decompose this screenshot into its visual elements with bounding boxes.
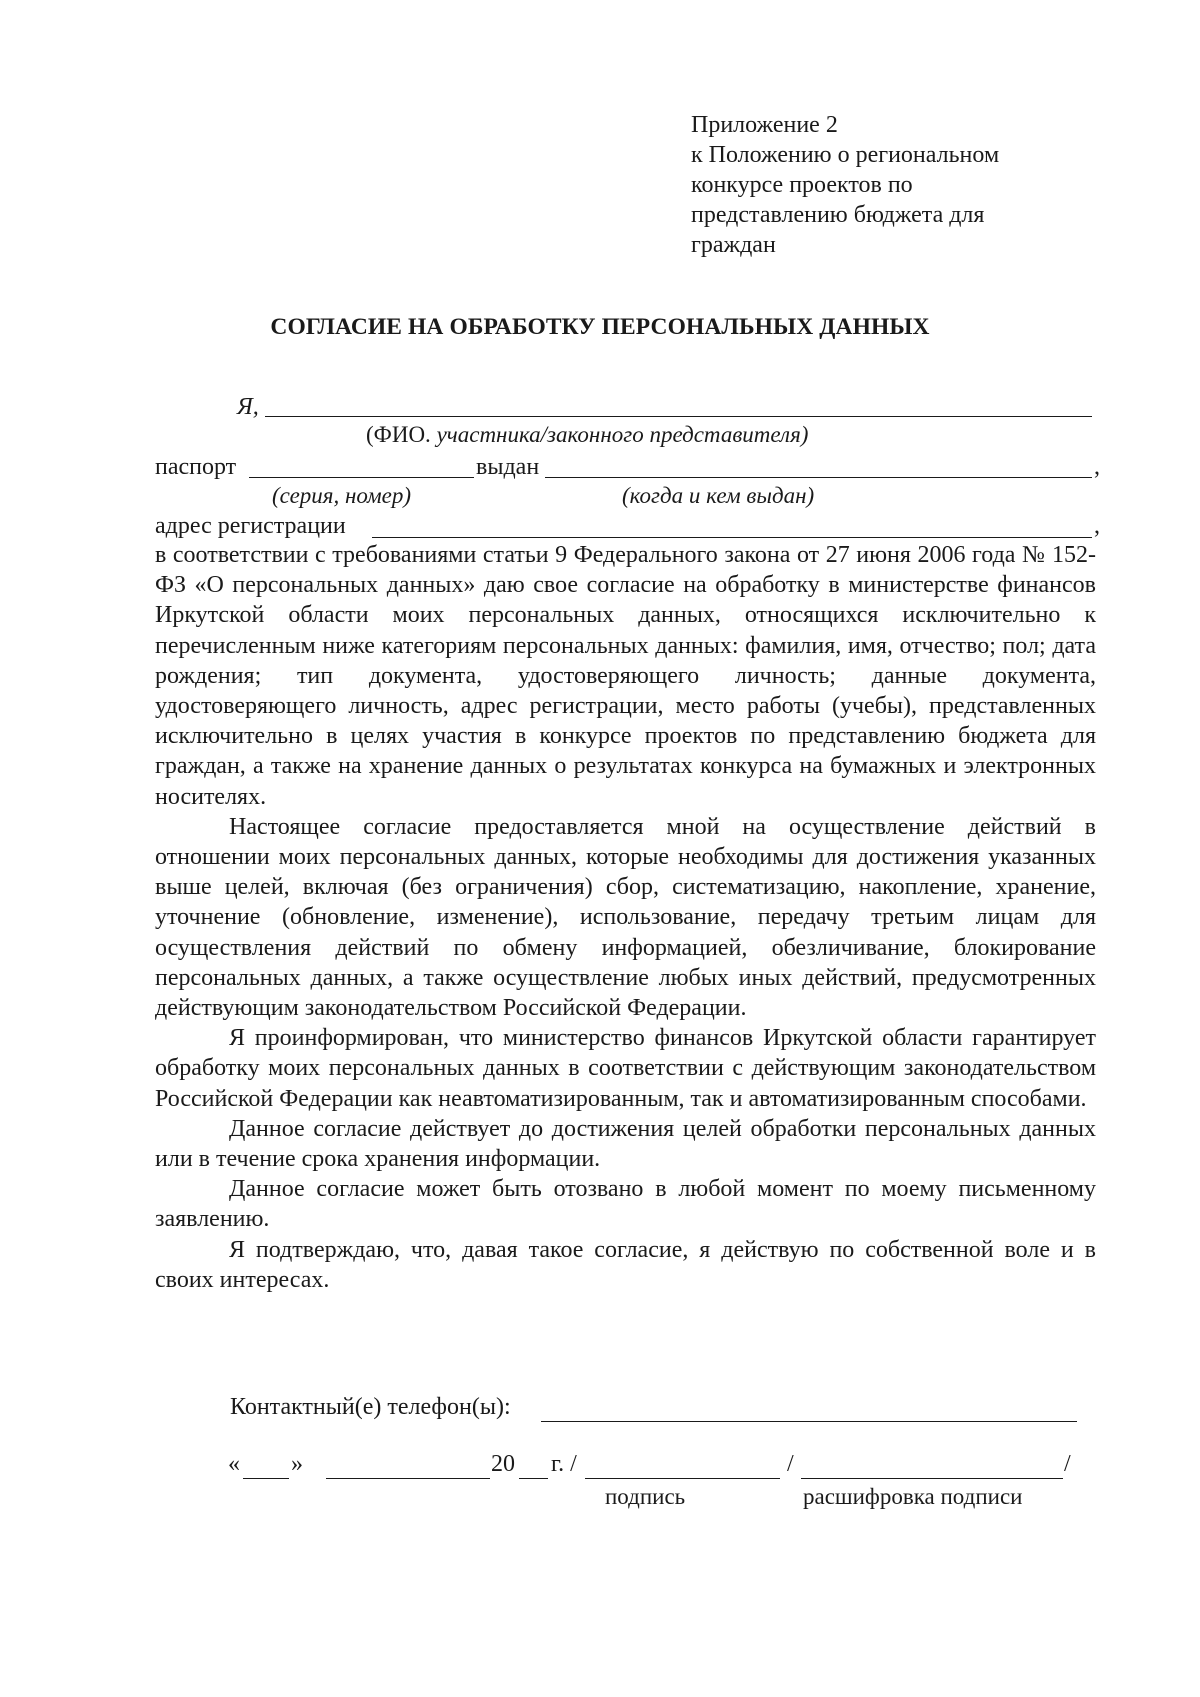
slash-end: /: [1064, 1451, 1071, 1477]
appendix-note: [691, 110, 999, 260]
appendix-line: к Положению о региональном: [691, 142, 1000, 168]
document-title: СОГЛАСИЕ НА ОБРАБОТКУ ПЕРСОНАЛЬНЫХ ДАННЫХ: [270, 314, 930, 340]
day-field[interactable]: [243, 1451, 289, 1479]
address-comma: ,: [1094, 513, 1100, 539]
month-field[interactable]: [326, 1451, 490, 1479]
year-suffix: г. /: [551, 1451, 577, 1477]
signature-caption: подпись: [605, 1484, 686, 1509]
passport-series-field[interactable]: [249, 451, 474, 478]
address-label: адрес регистрации: [155, 513, 346, 539]
appendix-line: конкурсе проектов по: [691, 172, 913, 198]
series-hint: (серия, номер): [272, 483, 412, 508]
body-paragraph: Я подтверждаю, что, давая такое согласие, я действую по собственной воле и в своих интересах.: [155, 1236, 1096, 1293]
fio-hint-prefix: (ФИО.: [366, 422, 431, 447]
passport-label: паспорт: [155, 454, 237, 480]
fio-hint: [366, 422, 808, 448]
passport-comma: ,: [1094, 454, 1100, 480]
quote-close: »: [291, 1451, 303, 1477]
signature-decoding-field[interactable]: [801, 1451, 1063, 1479]
fio-hint-rest: участника/законного представителя): [436, 422, 809, 447]
issued-label: выдан: [476, 454, 540, 480]
signature-field[interactable]: [585, 1451, 780, 1479]
i-label: Я,: [237, 394, 259, 420]
appendix-line: представлению бюджета для: [691, 202, 985, 228]
consent-body: [155, 540, 1096, 1295]
appendix-line: граждан: [691, 232, 776, 258]
year-field[interactable]: [519, 1451, 548, 1479]
body-paragraph: Данное согласие может быть отозвано в любой момент по моему письменному заявлению.: [155, 1176, 1096, 1233]
passport-issued-field[interactable]: [545, 451, 1092, 478]
decoding-caption: расшифровка подписи: [803, 1484, 1023, 1509]
fio-field[interactable]: [265, 391, 1092, 417]
body-paragraph: Настоящее согласие предоставляется мной на осуществление действий в отношении моих персональных данных, которые необходимы для достижения указанных выше целей, включая (без ограничения) сбор, систематизацию, накопление, хранение, уточнение (обновление, изменение), использование, передачу третьим лицам для осуществления действий по обмену информацией, обезличивание, блокирование персональных данных, а также осуществление любых иных действий, предусмотренных действующим законодательством Российской Федерации.: [155, 813, 1096, 1022]
address-field[interactable]: [372, 511, 1092, 538]
appendix-line: Приложение 2: [691, 112, 838, 138]
year-prefix: 20: [491, 1451, 515, 1477]
contact-phone-label: Контактный(е) телефон(ы):: [230, 1394, 511, 1420]
issued-hint: (когда и кем выдан): [622, 483, 815, 508]
body-paragraph: в соответствии с требованиями статьи 9 Федерального закона от 27 июня 2006 года № 152-ФЗ «О персональных данных» даю свое согласие на обработку в министерстве финансов Иркутской области моих персональных данных, относящихся исключительно к перечисленным ниже категориям персональных данных: фамилия, имя, отчество; пол; дата рождения; тип документа, удостоверяющего личность; данные документа, удостоверяющего личность, адрес регистрации, место работы (учебы), представленных исключительно в целях участия в конкурсе проектов по представлению бюджета для граждан, а также на хранение данных о результатах конкурса на бумажных и электронных носителях.: [155, 542, 1096, 810]
quote-open: «: [228, 1451, 240, 1477]
body-paragraph: Данное согласие действует до достижения целей обработки персональных данных или в течение срока хранения информации.: [155, 1115, 1096, 1173]
body-paragraph: Я проинформирован, что министерство финансов Иркутской области гарантирует обработку моих персональных данных в соответствии с действующим законодательством Российской Федерации как неавтоматизированным, так и автоматизированным способами.: [155, 1025, 1096, 1112]
slash-separator: /: [787, 1451, 794, 1477]
contact-phone-field[interactable]: [541, 1395, 1077, 1422]
